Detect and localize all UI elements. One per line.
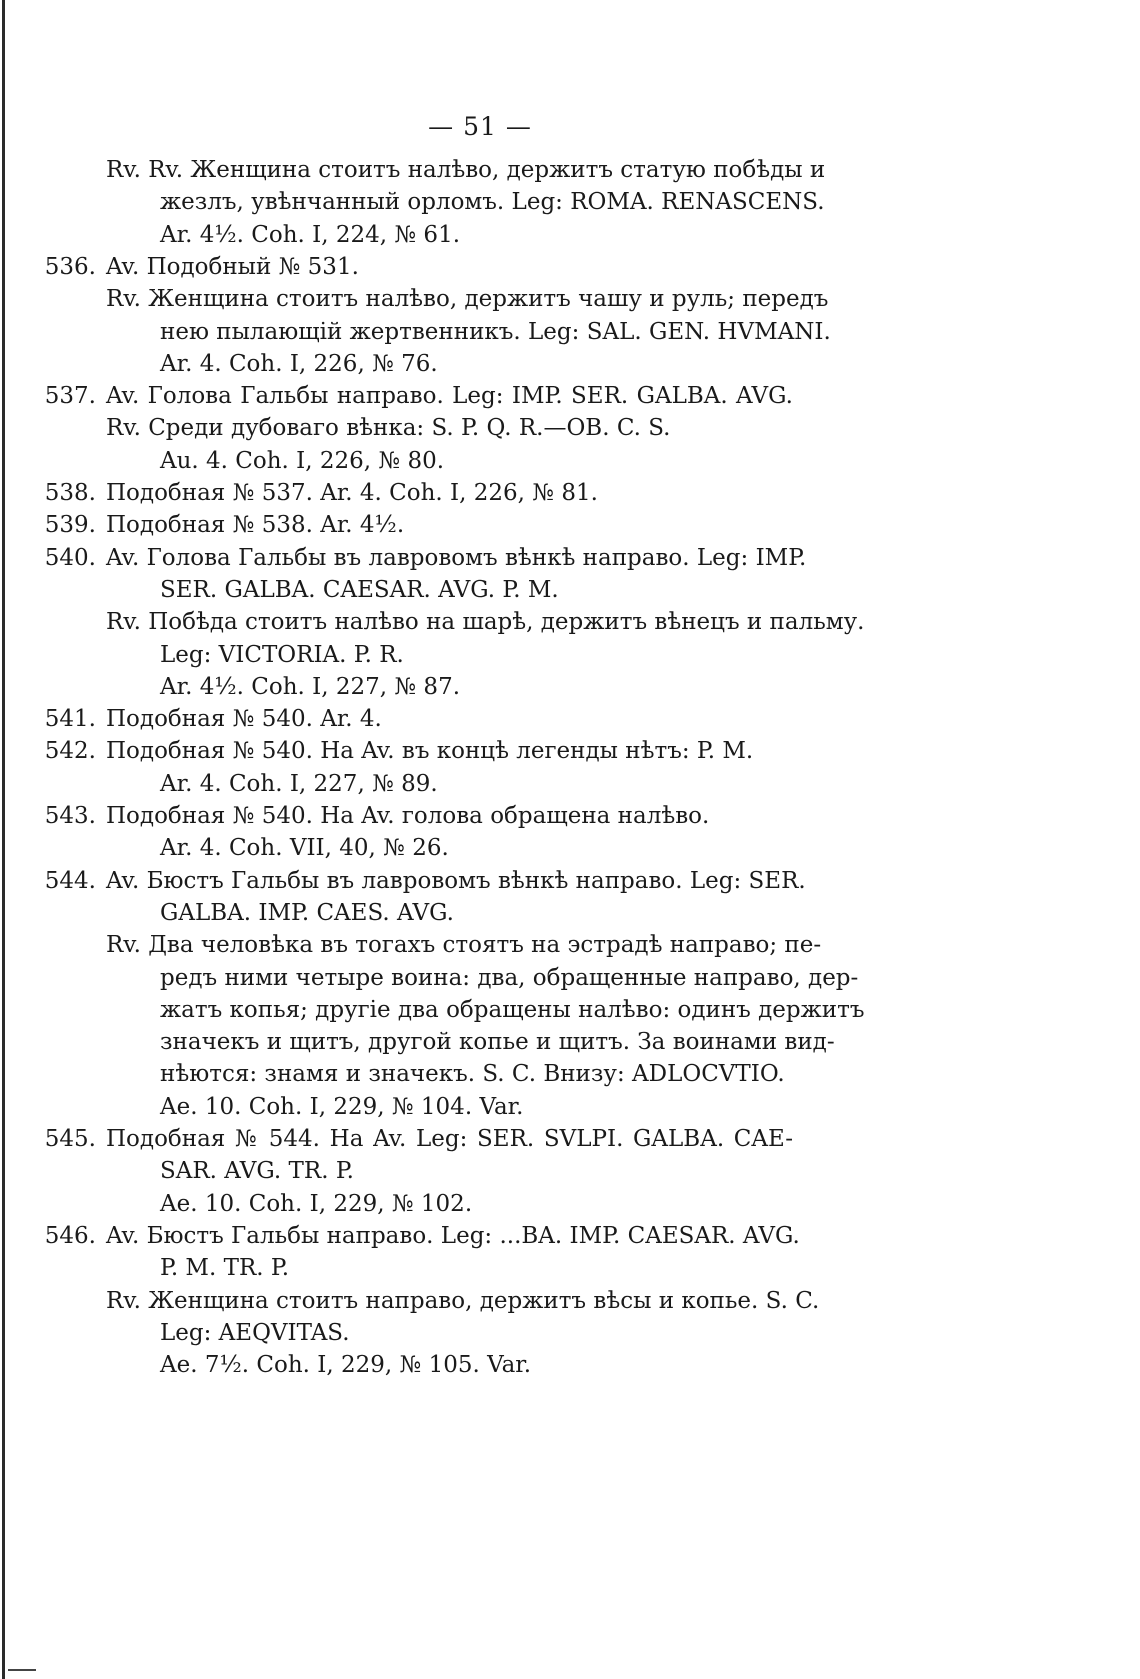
line-text: жатъ копья; другіе два обращены налѣво: одинъ держитъ — [160, 996, 865, 1023]
text-line — [0, 1026, 1140, 1059]
entry-number: 546. — [44, 1222, 96, 1249]
line-text: SAR. AVG. TR. P. — [160, 1158, 354, 1185]
text-line — [0, 348, 1140, 381]
text-line — [0, 283, 1140, 316]
text-line — [0, 316, 1140, 349]
entry-number: 540. — [44, 544, 96, 571]
line-text: Av. Подобный № 531. — [106, 253, 359, 280]
text-line — [0, 1091, 1140, 1124]
text-line — [0, 186, 1140, 219]
text-line — [0, 1220, 1140, 1253]
line-text: Подобная № 544. На Av. Leg: SER. SVLPI. GALBA. CAE- — [106, 1126, 793, 1152]
text-line — [0, 671, 1140, 704]
line-text: Av. Бюстъ Гальбы направо. Leg: ...BA. IMP. CAESAR. AVG. — [106, 1222, 800, 1249]
line-text: Ar. 4. Coh. I, 227, № 89. — [160, 770, 438, 797]
text-line — [0, 154, 1140, 187]
text-line — [0, 542, 1140, 575]
text-line — [0, 1058, 1140, 1091]
text-line — [0, 1123, 1140, 1156]
line-text: Подобная № 537. Ar. 4. Coh. I, 226, № 81. — [106, 480, 598, 506]
text-line — [0, 380, 1140, 413]
text-line — [0, 509, 1140, 542]
page-number: — 51 — — [428, 112, 532, 141]
line-text: Leg: AEQVITAS. — [160, 1319, 350, 1346]
line-text: Rv. Два человѣка въ тогахъ стоятъ на эстрадѣ направо; пе- — [106, 932, 822, 959]
text-line — [0, 800, 1140, 833]
line-text: Av. Голова Гальбы въ лавровомъ вѣнкѣ направо. Leg: IMP. — [106, 544, 807, 571]
text-line — [0, 219, 1140, 252]
line-text: Ae. 7½. Coh. I, 229, № 105. Var. — [160, 1352, 532, 1379]
line-text: нею пылающій жертвенникъ. Leg: SAL. GEN. HVMANI. — [160, 318, 831, 345]
line-text: Подобная № 540. На Av. голова обращена налѣво. — [106, 803, 710, 829]
entry-number: 541. — [44, 706, 96, 733]
scan-mark — [8, 1669, 36, 1671]
line-text: Ae. 10. Coh. I, 229, № 102. — [160, 1190, 473, 1217]
line-text: Ar. 4. Coh. VII, 40, № 26. — [160, 835, 449, 862]
text-line — [0, 703, 1140, 736]
text-line — [0, 865, 1140, 898]
text-line — [0, 897, 1140, 930]
line-text: Ar. 4½. Coh. I, 227, № 87. — [160, 673, 461, 700]
line-text: SER. GALBA. CAESAR. AVG. P. M. — [160, 576, 559, 603]
text-line — [0, 1188, 1140, 1221]
line-text: редъ ними четыре воина: два, обращенные направо, дер- — [160, 964, 859, 991]
line-text: Ae. 10. Coh. I, 229, № 104. Var. — [160, 1093, 524, 1120]
line-text: Ar. 4½. Coh. I, 224, № 61. — [160, 221, 461, 248]
line-text: Rv. Rv. Женщина стоитъ налѣво, держитъ статую побѣды и — [106, 157, 826, 183]
line-text: Rv. Женщина стоитъ налѣво, держитъ чашу и руль; передъ — [106, 286, 829, 313]
entry-number: 536. — [44, 253, 96, 280]
entry-number: 545. — [44, 1126, 96, 1152]
line-text: Rv. Женщина стоитъ направо, держитъ вѣсы и копье. S. C. — [106, 1287, 820, 1314]
text-line — [0, 412, 1140, 445]
line-text: Подобная № 540. На Av. въ концѣ легенды нѣтъ: P. M. — [106, 738, 754, 765]
text-line — [0, 445, 1140, 478]
line-text: Av. Голова Гальбы направо. Leg: IMP. SER. GALBA. AVG. — [106, 383, 793, 410]
line-text: Ar. 4. Coh. I, 226, № 76. — [160, 350, 438, 377]
text-line — [0, 606, 1140, 639]
line-text: Rv. Побѣда стоитъ налѣво на шарѣ, держитъ вѣнецъ и пальму. — [106, 609, 865, 636]
text-line — [0, 1252, 1140, 1285]
line-text: Leg: VICTORIA. P. R. — [160, 641, 404, 668]
text-line — [0, 1317, 1140, 1350]
line-text: значекъ и щитъ, другой копье и щитъ. За воинами вид- — [160, 1029, 835, 1056]
line-text: Av. Бюстъ Гальбы въ лавровомъ вѣнкѣ направо. Leg: SER. — [106, 867, 806, 894]
line-text: Подобная № 538. Ar. 4½. — [106, 512, 405, 539]
line-text: жезлъ, увѣнчанный орломъ. Leg: ROMA. RENASCENS. — [160, 189, 825, 216]
text-line — [0, 251, 1140, 284]
line-text: Au. 4. Coh. I, 226, № 80. — [160, 447, 445, 474]
entry-number: 542. — [44, 738, 96, 765]
entry-number: 543. — [44, 803, 96, 829]
line-text: Rv. Среди дубоваго вѣнка: S. P. Q. R.—OB. C. S. — [106, 415, 671, 442]
line-text: GALBA. IMP. CAES. AVG. — [160, 899, 454, 926]
text-line — [0, 994, 1140, 1027]
text-line — [0, 639, 1140, 672]
text-line — [0, 832, 1140, 865]
text-line — [0, 574, 1140, 607]
text-line — [0, 1155, 1140, 1188]
entry-number: 539. — [44, 512, 96, 539]
text-line — [0, 962, 1140, 995]
line-text: P. M. TR. P. — [160, 1255, 290, 1282]
text-line — [0, 1349, 1140, 1382]
line-text: нѣются: знамя и значекъ. S. C. Внизу: ADLOCVTIO. — [160, 1061, 785, 1088]
line-text: Подобная № 540. Ar. 4. — [106, 706, 382, 733]
entry-number: 538. — [44, 480, 96, 506]
text-line — [0, 477, 1140, 510]
entry-number: 544. — [44, 867, 96, 894]
text-line — [0, 1285, 1140, 1318]
text-line — [0, 768, 1140, 801]
entry-number: 537. — [44, 383, 96, 410]
text-line — [0, 735, 1140, 768]
text-line — [0, 929, 1140, 962]
